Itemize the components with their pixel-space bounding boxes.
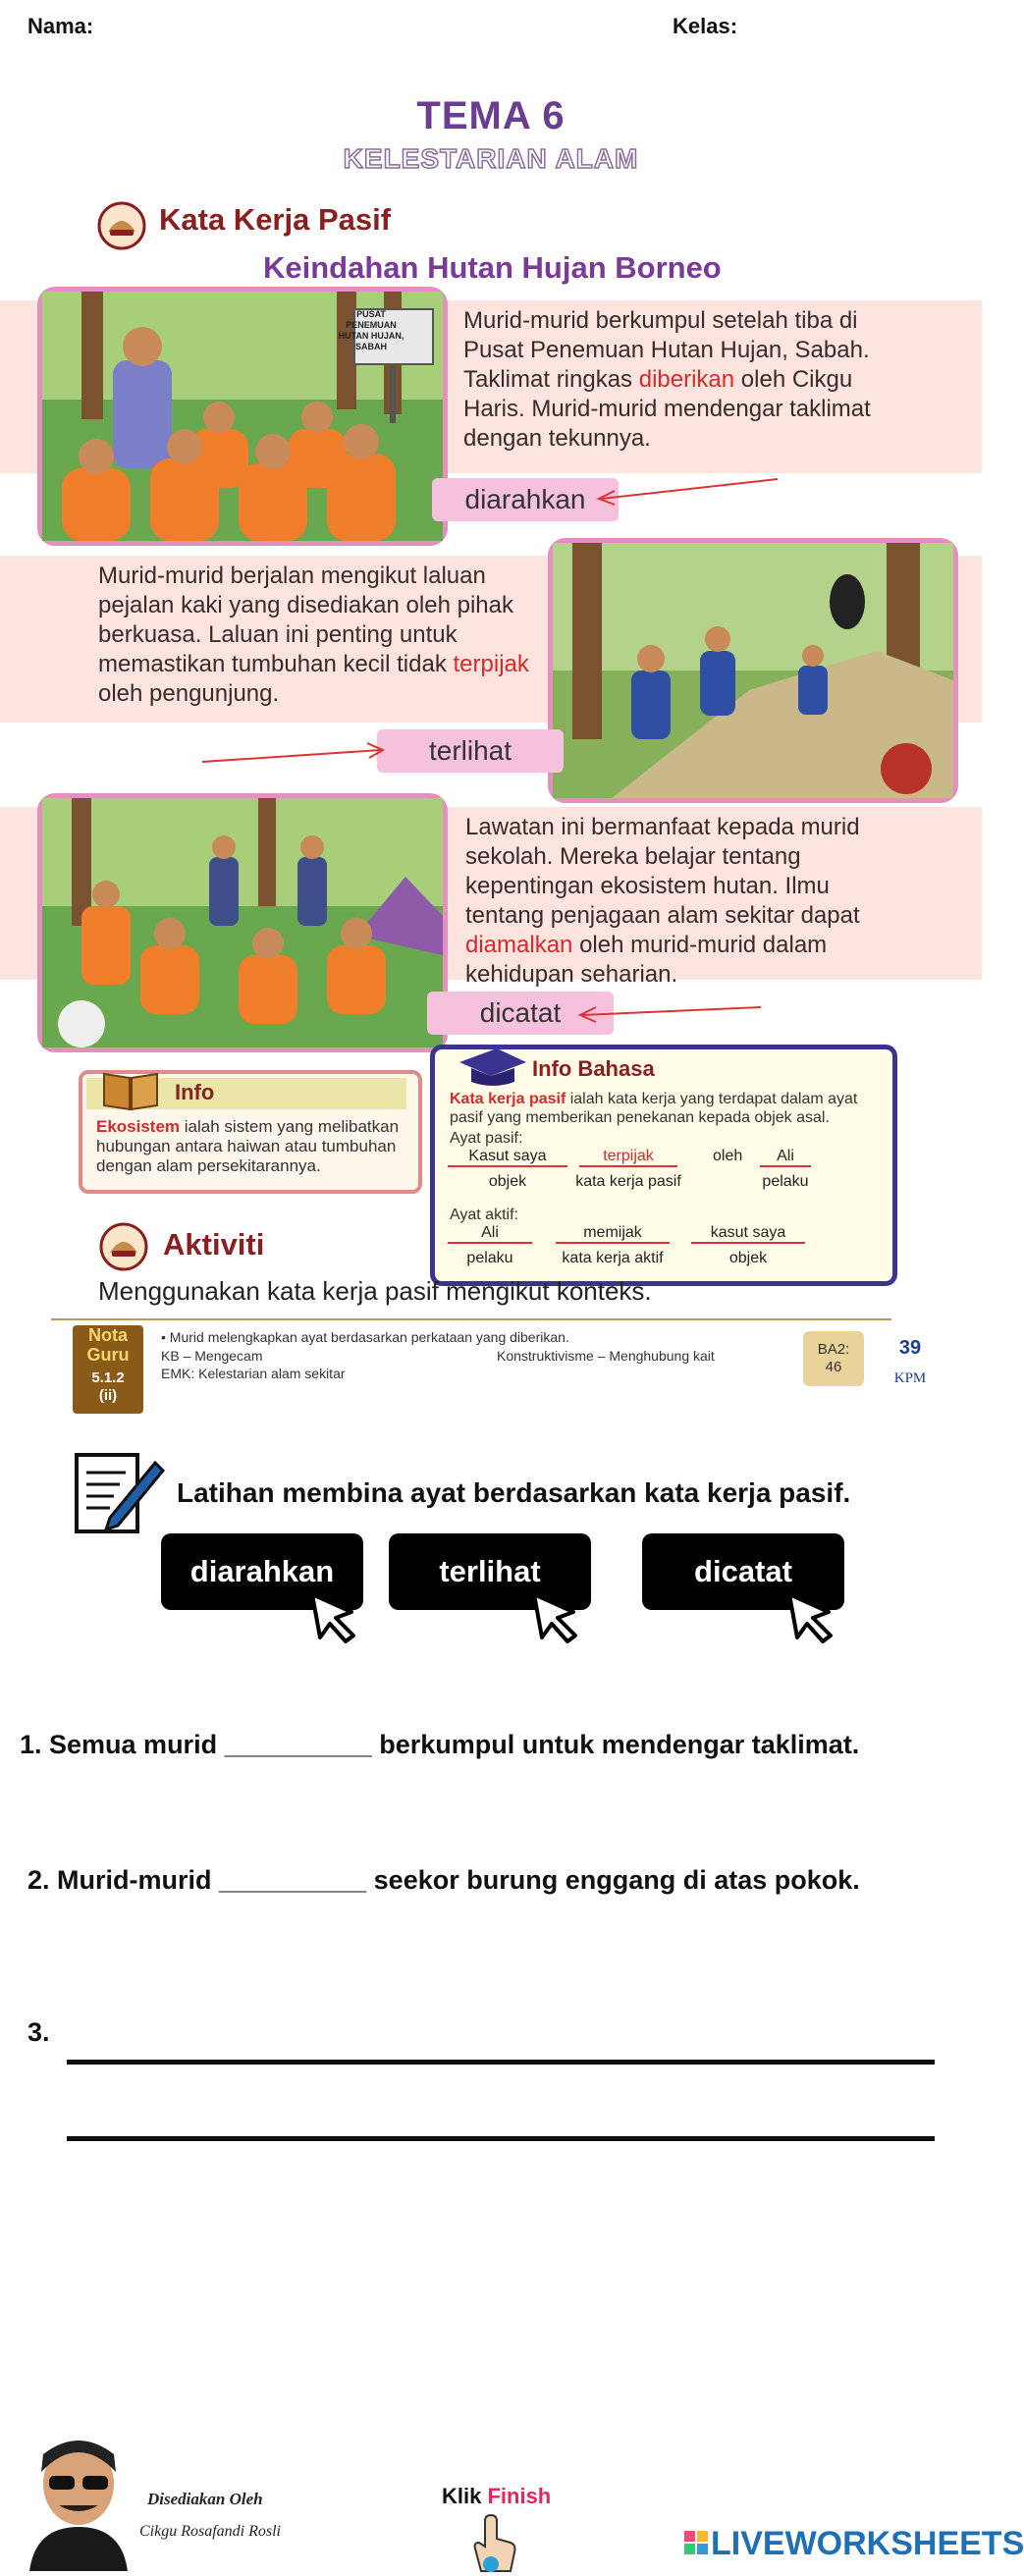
aktif-w2: memijak [556, 1223, 670, 1244]
answer-line-2[interactable] [67, 2136, 935, 2141]
pasif-label: Ayat pasif: [450, 1130, 523, 1147]
mortarboard-icon [458, 1045, 528, 1088]
pointer-hand-icon [471, 2515, 516, 2571]
aktif-l2: kata kerja aktif [562, 1250, 664, 1266]
liveworksheets-brand[interactable]: LIVEWORKSHEETS [711, 2525, 1024, 2562]
story-text-1: Murid-murid berkumpul setelah tiba di Pusat Penemuan Hutan Hujan, Sabah. Taklimat ringkas diberikan oleh Cikgu Haris. Murid-murid mendengar taklimat dengan tekunnya. [463, 307, 871, 452]
kpm-label: KPM [893, 1370, 927, 1386]
pasif-l4: pelaku [762, 1173, 809, 1190]
cursor-icon-1 [308, 1590, 363, 1645]
section-title: Kata Kerja Pasif [159, 202, 392, 237]
book-icon [100, 1068, 161, 1111]
story-illustration-3 [37, 793, 448, 1052]
info-title: Info [175, 1080, 215, 1104]
nama-label: Nama: [27, 14, 94, 38]
kelas-label: Kelas: [673, 14, 738, 38]
nota-divider [51, 1318, 891, 1320]
aktif-l3: objek [728, 1250, 768, 1266]
story-text-3: Lawatan ini bermanfaat kepada murid sekolah. Mereka belajar tentang kepentingan ekosistem hutan. Ilmu tentang penjagaan alam sekitar dapat diamalkan oleh murid-murid dalam kehidupan seharian. [465, 814, 860, 988]
pasif-w1: Kasut saya [448, 1147, 567, 1167]
pasif-l1: objek [488, 1173, 527, 1190]
aktif-w1: Ali [448, 1223, 532, 1244]
ba-ref: BA2: 46 [803, 1331, 864, 1386]
arrow-3 [574, 990, 771, 1029]
aktiviti-icon [98, 1221, 149, 1272]
worksheet-pen-icon [71, 1443, 165, 1537]
pasif-w3: oleh [713, 1148, 743, 1164]
nota-kb: KB – Mengecam [161, 1348, 263, 1364]
story-verb-1: diberikan [638, 366, 735, 393]
story-illustration-2 [548, 538, 958, 803]
exercise-title: Latihan membina ayat berdasarkan kata kerja pasif. [177, 1477, 851, 1508]
nota-emk: EMK: Kelestarian alam sekitar [161, 1366, 346, 1381]
aktif-label: Ayat aktif: [450, 1207, 518, 1223]
word-button-diarahkan[interactable]: diarahkan [161, 1533, 363, 1610]
arrow-2 [196, 738, 393, 778]
pasif-w4: Ali [760, 1147, 811, 1167]
tag-terlihat: terlihat [377, 729, 564, 773]
answer-line-1[interactable] [67, 2060, 935, 2065]
prepared-by: Disediakan Oleh [147, 2490, 263, 2508]
info-bahasa-text: Kata kerja pasif ialah kata kerja yang terdapat dalam ayat pasif yang memberikan penekanan kepada objek asal. [450, 1091, 858, 1126]
kata-kerja-icon [96, 200, 147, 251]
question-2: 2. Murid-murid __________ seekor burung enggang di atas pokok. [27, 1865, 860, 1895]
info-text: Ekosistem ialah sistem yang melibatkan hubungan antara haiwan atau tumbuhan dengan alam persekitarannya. [96, 1117, 400, 1175]
finish-instruction: Klik Finish [442, 2484, 552, 2508]
question-1: 1. Semua murid __________ berkumpul untuk mendengar taklimat. [20, 1730, 860, 1759]
author-name: Cikgu Rosafandi Rosli [139, 2523, 281, 2540]
word-button-dicatat[interactable]: dicatat [642, 1533, 844, 1610]
cursor-icon-2 [530, 1590, 585, 1645]
aktiviti-title: Aktiviti [163, 1227, 265, 1261]
pasif-w2: terpijak [579, 1147, 677, 1167]
page-number: 39 [898, 1337, 922, 1359]
author-avatar [20, 2433, 137, 2571]
aktif-w3: kasut saya [691, 1223, 805, 1244]
tag-dicatat: dicatat [427, 992, 614, 1035]
aktiviti-text: Menggunakan kata kerja pasif mengikut konteks. [98, 1276, 652, 1306]
theme-title: TEMA 6 [416, 94, 566, 137]
nota-bullet: • Murid melengkapkan ayat berdasarkan perkataan yang diberikan. [161, 1329, 569, 1345]
pasif-l2: kata kerja pasif [575, 1173, 681, 1190]
info-bahasa-title: Info Bahasa [532, 1056, 655, 1081]
liveworksheets-logo-icon [684, 2531, 708, 2554]
cursor-icon-3 [785, 1590, 840, 1645]
story-verb-3: diamalkan [465, 932, 573, 958]
finish-word: Finish [487, 2484, 552, 2508]
word-button-terlihat[interactable]: terlihat [389, 1533, 591, 1610]
arrow-1 [589, 469, 785, 509]
story-verb-2: terpijak [453, 651, 529, 677]
story-title: Keindahan Hutan Hujan Borneo [263, 250, 722, 285]
aktif-l1: pelaku [466, 1250, 513, 1266]
nota-guru-label: Nota Guru [86, 1325, 130, 1365]
story-text-2: Murid-murid berjalan mengikut laluan pejalan kaki yang disediakan oleh pihak berkuasa. Laluan ini penting untuk memastikan tumbuhan kecil tidak terpijak oleh pengunjung. [98, 563, 529, 707]
nota-konstruktivisme: Konstruktivisme – Menghubung kait [497, 1348, 715, 1364]
nota-guru-code: 5.1.2 (ii) [91, 1369, 125, 1404]
question-3-number: 3. [27, 2017, 50, 2047]
theme-subtitle: KELESTARIAN ALAM [343, 143, 639, 174]
sign-text: PUSAT PENEMUAN HUTAN HUJAN, SABAH [338, 309, 404, 351]
tag-diarahkan: diarahkan [432, 478, 619, 521]
